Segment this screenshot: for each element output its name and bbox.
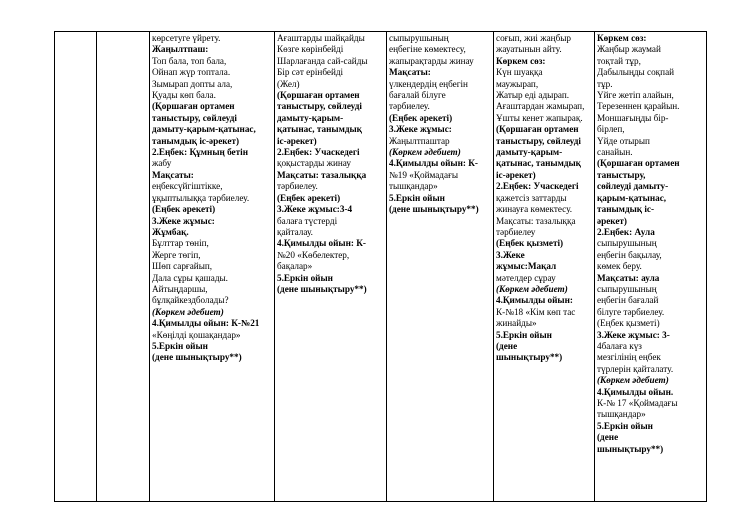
cell-text-line: Мақсаты: тазалыққа (496, 215, 576, 226)
cell-text-line: Ұшты кенет жапырақ. (496, 112, 583, 123)
cell-text-line: Айтыңдаршы, (152, 283, 208, 294)
cell-text-line: (Көркем әдебиет) (597, 375, 669, 386)
cell-text-line: 4.Қимылды ойын: (496, 295, 573, 306)
cell-text-line: тышқандар» (389, 181, 438, 192)
cell-text-line: Ағаштарды шайқайды (277, 33, 365, 43)
cell-text-line: Дабылыңды соқпай (597, 67, 675, 78)
cell-text-line: маужырап, (496, 78, 539, 89)
table-cell-col-1 (55, 32, 97, 502)
cell-text-line: санайын. (597, 147, 633, 158)
cell-text-line: балаға түстерді (277, 215, 338, 226)
cell-text-line: Мақсаты: (152, 169, 194, 180)
cell-text-line: Қуады көп бала. (152, 90, 216, 101)
cell-text-line: (Қоршаған ортамен (496, 124, 579, 135)
cell-text-line: дамыту-қарым-қатынас, (152, 124, 256, 135)
cell-text-line: еңбегін бақылау, (597, 249, 662, 260)
cell-text-line: іс-әрекет) (496, 169, 536, 180)
cell-text-line: Моншағыңды бір- (597, 112, 669, 123)
cell-text-line: 3.Жеке жұмыс: (152, 215, 215, 226)
cell-text-line: (Еңбек әрекеті) (152, 204, 216, 215)
cell-text-line: (Еңбек қызметі) (597, 318, 660, 329)
cell-text-line: сыпырушының (597, 283, 657, 294)
cell-text-line: 2.Еңбек: Құмның бетін (152, 147, 248, 158)
cell-text-line: (Көркем әдебиет) (496, 283, 568, 294)
cell-text-line: сөйлеуді дамыту- (597, 181, 669, 192)
table-cell-col-6 (494, 32, 595, 502)
cell-text-line: (Көркем әдебиет) (152, 306, 224, 317)
cell-text-line: Бір сәт ерінбейді (277, 67, 344, 78)
cell-text-line: жұмыс:Мақал (496, 261, 557, 272)
cell-text-line: дамыту-қарым- (496, 147, 563, 158)
cell-text-line: Көзге көрінбейді (277, 44, 344, 55)
cell-text-line: Мақсаты: аула (597, 272, 660, 283)
cell-text-line: жинайды» (496, 318, 537, 329)
cell-text-line: түрлерін қайталату. (597, 363, 674, 374)
cell-text-line: Үйге жетіп алайын, (597, 90, 674, 101)
cell-text-line: 4балаға күз (597, 340, 642, 351)
cell-text-line: тұр. (597, 78, 613, 89)
cell-text-line: бұлқайкездболады? (152, 295, 229, 306)
cell-text-line: Көркем сөз: (597, 33, 647, 43)
cell-text-line: қатынас, танымдық (277, 124, 362, 135)
cell-text-line: үлкендердің еңбегін (389, 78, 468, 89)
cell-text-line: қайталау. (277, 226, 313, 237)
cell-text-line: (Жел) (277, 78, 300, 89)
cell-text-line: жинауға көмектесу. (496, 204, 573, 215)
cell-text-line: 5.Еркін ойын (389, 192, 445, 203)
cell-text-line: (дене (597, 432, 619, 443)
cell-text-line: (Еңбек қызметі) (496, 238, 564, 249)
cell-text-line: 3.Жеке (496, 249, 525, 260)
table-row (55, 32, 707, 502)
cell-text-line: 2.Еңбек: Учаскедегі (277, 147, 360, 158)
cell-text-line: (дене шынықтыру**) (389, 204, 479, 215)
cell-text-line: іс-әрекет) (277, 135, 317, 146)
cell-text-line: Жерге төгіп, (152, 249, 201, 260)
cell-text-line: 5.Еркін ойын (496, 329, 552, 340)
cell-text-line: 4.Қимылды ойын: К- (277, 238, 366, 249)
cell-text-line: Мақсаты: (389, 67, 431, 78)
cell-text-line: еңбегіне көмектесу, (389, 44, 466, 55)
cell-text-line: Бұлттар төніп, (152, 238, 209, 249)
cell-text-line: К-№ 17 «Қоймадағы (597, 398, 678, 408)
cell-text-line: Шөп сарғайып, (152, 261, 213, 272)
cell-text-line: соғып, жиі жаңбыр (496, 33, 572, 43)
cell-text-line: Күн шуаққа (496, 67, 543, 78)
cell-text-line: Дала сұры қашады. (152, 272, 228, 283)
cell-text-line: сыпырушының (597, 238, 657, 249)
cell-text-line: 4.Қимылды ойын: К-№21 (152, 318, 260, 329)
cell-text-line: тоқтай тұр, (597, 55, 641, 66)
cell-text-line: (Көркем әдебиет) (389, 147, 461, 158)
cell-text-line: тәрбиелеу (496, 226, 536, 237)
cell-text-line: Жаңбыр жаумай (597, 44, 661, 55)
cell-text-line: 4.Қимылды ойын: К- (389, 158, 478, 169)
cell-text-line: жауатынын айту. (496, 44, 562, 55)
table-cell-col-4 (275, 32, 387, 502)
cell-text-line: әрекет) (597, 215, 627, 226)
cell-text-line: 3.Жеке жұмыс: 3- (597, 329, 670, 340)
cell-text-line: бағалай білуге (389, 90, 446, 101)
lesson-plan-table (54, 31, 707, 502)
cell-text-line: (Еңбек әрекеті) (389, 112, 453, 123)
table-cell-col-3 (150, 32, 275, 502)
cell-text-line: қатынас, танымдық (496, 158, 581, 169)
cell-text-line: Жаңылтпаштар (389, 135, 450, 146)
cell-text-line: 5.Еркін ойын (277, 272, 333, 283)
cell-text-line: таныстыру, (597, 169, 646, 180)
cell-text-line: бірлеп, (597, 124, 625, 135)
cell-text-line: бақалар» (277, 261, 313, 272)
cell-text-line: №19 «Қоймадағы (389, 169, 459, 180)
cell-text-line: танымдық іс- (597, 204, 655, 215)
cell-text-line: көрсетуге үйрету. (152, 33, 221, 43)
cell-text-line: таныстыру, сөйлеуді (152, 112, 237, 123)
cell-text-line: Жұмбақ. (152, 226, 189, 237)
cell-text-line: Зымырап допты ала, (152, 78, 233, 89)
cell-text-line: таныстыру, сөйлеуді (277, 101, 362, 112)
cell-text-line: (Қоршаған ортамен (597, 158, 680, 169)
cell-text-line: Ағаштардан жамырап, (496, 101, 585, 112)
cell-text-line: (Қоршаған ортамен (152, 101, 235, 112)
cell-text-line: 5.Еркін ойын (152, 340, 208, 351)
cell-text-line: қарым-қатынас, (597, 192, 667, 203)
cell-text-line: 2.Еңбек: Аула (597, 226, 655, 237)
cell-text-line: көмек беру. (597, 261, 642, 272)
cell-text-line: тышқандар» (597, 409, 646, 420)
cell-text-line: жабу (152, 158, 172, 169)
cell-text-line: Терезеннен қарайын. (597, 101, 680, 112)
cell-text-line: білуге тәрбиелеу. (597, 306, 665, 317)
cell-text-line: Ойнап жүр топтала. (152, 67, 231, 78)
cell-text-line: шынықтыру**) (496, 352, 563, 363)
cell-text-line: 4.Қимылды ойын. (597, 386, 674, 397)
cell-text-line: шынықтыру**) (597, 443, 664, 454)
cell-text-line: еңбегін бағалай (597, 295, 659, 306)
cell-text-line: тәрбиелеу. (277, 181, 318, 192)
table-cell-col-5 (387, 32, 494, 502)
cell-text-line: қажетсіз заттарды (496, 192, 567, 203)
cell-text-line: Жаңылтпаш: (152, 44, 209, 55)
cell-text-line: еңбексүйгіштікке, (152, 181, 223, 192)
cell-text-line: 2.Еңбек: Учаскедегі (496, 181, 579, 192)
cell-text-line: Шарлағанда сай-сайды (277, 55, 368, 66)
cell-text-line: №20 «Көбелектер, (277, 249, 350, 260)
cell-text-line: (Қоршаған ортамен (277, 90, 360, 101)
cell-text-line: (дене (496, 340, 518, 351)
cell-text-line: жапырақтарды жинау (389, 55, 474, 66)
cell-text-line: Топ бала, топ бала, (152, 55, 227, 66)
table-cell-col-7 (595, 32, 707, 502)
cell-text-line: К-№18 «Кім көп тас (496, 306, 576, 317)
cell-text-line: қоқыстарды жинау (277, 158, 351, 169)
cell-text-line: (дене шынықтыру**) (152, 352, 242, 363)
cell-text-line: мезгілінің еңбек (597, 352, 661, 363)
cell-text-line: ұқыптылыққа тәрбиелеу. (152, 192, 250, 203)
cell-text-line: 5.Еркін ойын (597, 420, 653, 431)
cell-text-line: (Еңбек әрекеті) (277, 192, 341, 203)
table-cell-col-2 (97, 32, 150, 502)
cell-text-line: танымдық іс-әрекет) (152, 135, 240, 146)
cell-text-line: сыпырушының (389, 33, 449, 43)
cell-text-line: мәтелдер сұрау (496, 272, 556, 283)
cell-text-line: дамыту-қарым- (277, 112, 344, 123)
cell-text-line: тәрбиелеу. (389, 101, 430, 112)
cell-text-line: Үйде отырып (597, 135, 650, 146)
cell-text-line: 3.Жеке жұмыс:3-4 (277, 204, 353, 215)
cell-text-line: таныстыру, сөйлеуді (496, 135, 581, 146)
cell-text-line: Жатыр еді адырап. (496, 90, 570, 101)
cell-text-line: «Көңілді қошақандар» (152, 329, 241, 340)
cell-text-line: 3.Жеке жұмыс: (389, 124, 452, 135)
cell-text-line: Көркем сөз: (496, 55, 546, 66)
cell-text-line: Мақсаты: тазалыққа (277, 169, 367, 180)
cell-text-line: (дене шынықтыру**) (277, 283, 367, 294)
